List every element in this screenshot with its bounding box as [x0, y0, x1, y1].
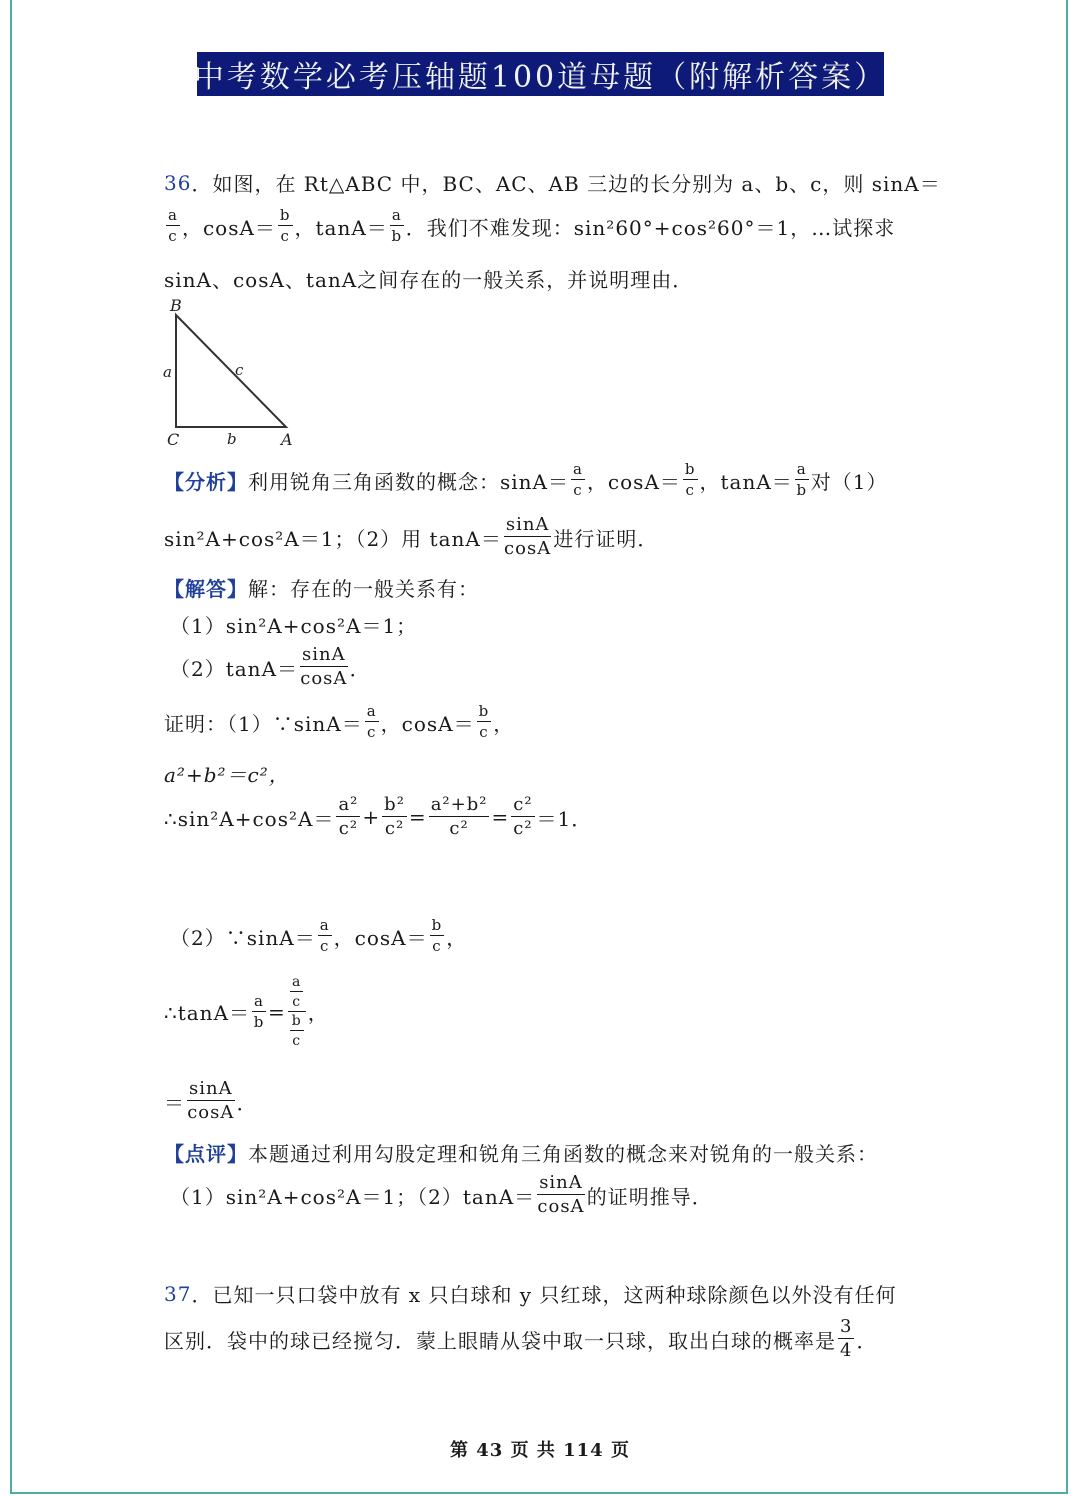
fraction-a-over-c: $\frac{a}{c}$ — [168, 206, 178, 245]
equals-sign: = — [491, 805, 510, 829]
question-number: 36 — [164, 170, 192, 195]
analysis-text-5: sin²A+cos²A＝1；（2）用 tanA＝ — [164, 526, 502, 551]
fraction-b-over-c: $\frac{b}{c}$ — [478, 702, 490, 741]
comma: ， — [446, 925, 468, 950]
solution-item-1: （1）sin²A+cos²A＝1； — [170, 614, 418, 638]
analysis-text-2: ，cosA＝ — [586, 469, 681, 494]
q37-line-1 — [164, 1279, 896, 1308]
q37-text-1: ．已知一只口袋中放有 x 只白球和 y 只红球，这两种球除颜色以外没有任何 — [191, 1283, 897, 1307]
therefore-text-2: ∴tanA＝ — [164, 1001, 251, 1025]
vertex-c-label: C — [167, 430, 180, 449]
fraction-three-quarters: $\frac{3}{4}$ — [840, 1316, 853, 1361]
comment-text-3: 的证明推导． — [586, 1184, 713, 1209]
proof-part-2 — [170, 918, 467, 954]
period: ． — [349, 656, 371, 681]
fraction-b-over-c: $\frac{b}{c}$ — [279, 206, 291, 245]
q37-line-2 — [164, 1318, 877, 1360]
fraction-a-over-c: $\frac{a}{c}$ — [319, 916, 330, 955]
fraction-b-over-c: $\frac{b}{c}$ — [684, 460, 696, 499]
right-triangle-figure — [160, 295, 300, 450]
fraction-sin-over-cos: $\frac{\sin A}{\cos A}$ — [300, 644, 348, 689]
analysis-line-2 — [164, 516, 658, 558]
analysis-text-1: 利用锐角三角函数的概念：sinA＝ — [248, 469, 569, 494]
analysis-line-1 — [164, 462, 887, 498]
analysis-text-3: ，tanA＝ — [699, 469, 793, 494]
fraction-sin-over-cos: $\frac{\sin A}{\cos A}$ — [187, 1078, 235, 1123]
question-number: 37 — [164, 1281, 192, 1306]
document-title: 中考数学必考压轴题100道母题（附解析答案） — [197, 52, 884, 96]
solution-item-2 — [170, 646, 371, 688]
comment-text: 本题通过利用勾股定理和锐角三角函数的概念来对锐角的一般关系： — [248, 1142, 878, 1166]
fraction-a-over-c: $\frac{a}{c}$ — [366, 702, 377, 741]
fraction-a-over-c: $\frac{a}{c}$ — [292, 974, 302, 1010]
side-a-label: a — [163, 363, 172, 381]
proof-derivation-2 — [164, 975, 329, 1048]
q37-text-2: 区别．袋中的球已经搅匀．蒙上眼睛从袋中取一只球，取出白球的概率是 — [164, 1328, 836, 1353]
side-c-label: c — [235, 361, 244, 379]
q36-text-1: ．如图，在 Rt△ABC 中，BC、AC、AB 三边的长分别为 a、b、c，则 sinA＝ — [191, 172, 941, 196]
fraction-sin-over-cos: $\frac{\sin A}{\cos A}$ — [537, 1172, 585, 1217]
fraction-a2-over-c2: $\frac{\text{a²}}{\text{c²}}$ — [338, 794, 359, 839]
analysis-text-4: 对（1） — [810, 469, 888, 494]
equals-sign: = — [408, 805, 427, 829]
part2-text-1: （2）∵sinA＝ — [170, 925, 316, 950]
compound-fraction — [288, 975, 306, 1048]
fraction-b-over-c: $\frac{b}{c}$ — [291, 1013, 302, 1049]
vertex-a-label: A — [281, 430, 293, 449]
q36-line-3: sinA、cosA、tanA之间存在的一般关系，并说明理由． — [164, 268, 694, 292]
equals-one: ＝1． — [536, 806, 593, 831]
solution-intro: 解：存在的一般关系有： — [248, 577, 479, 601]
side-b-label: b — [227, 430, 237, 448]
fraction-sin-over-cos: $\frac{\sin A}{\cos A}$ — [504, 514, 552, 559]
period: ． — [236, 1090, 258, 1115]
fraction-a-over-b: $\frac{a}{b}$ — [796, 460, 808, 499]
vertex-b-label: B — [170, 296, 182, 315]
equals-sign: ＝ — [164, 1090, 185, 1115]
comment-line-2 — [170, 1174, 713, 1216]
q36-text-2: ．我们不难发现：sin²60°+cos²60°＝1，…试探求 — [405, 215, 896, 240]
page-footer: 第 43 页 共 114 页 — [450, 1440, 630, 1461]
fraction-a-over-c: $\frac{a}{c}$ — [572, 460, 583, 499]
part2-text-2: ，cosA＝ — [333, 925, 428, 950]
proof-line-1 — [164, 704, 514, 740]
fraction-bar — [288, 1011, 306, 1012]
analysis-tag: 【分析】 — [164, 469, 248, 494]
cos-label: ，cosA＝ — [181, 215, 276, 240]
fraction-a2b2-over-c2: $\frac{\text{a²+b²}}{\text{c²}}$ — [430, 794, 488, 839]
proof-cos: ，cosA＝ — [380, 711, 475, 736]
pythagorean-line: a²+b²＝c²， — [164, 763, 290, 787]
therefore-text-1: ∴sin²A+cos²A＝ — [164, 806, 335, 831]
fraction-a-over-b: $\frac{a}{b}$ — [253, 991, 265, 1031]
comment-text-2: （1）sin²A+cos²A＝1；（2）tanA＝ — [170, 1184, 536, 1209]
proof-derivation-1 — [164, 796, 592, 838]
solution-tag: 【解答】 — [164, 577, 248, 601]
comment-line-1 — [164, 1138, 878, 1167]
fraction-c2-over-c2: $\frac{\text{c²}}{\text{c²}}$ — [513, 794, 533, 839]
solution-line-1 — [164, 573, 479, 602]
fraction-b-over-c: $\frac{b}{c}$ — [431, 916, 443, 955]
equals-sign: = — [267, 999, 286, 1024]
period: ． — [856, 1328, 878, 1353]
comma: ， — [493, 711, 515, 736]
tan-label: ，tanA＝ — [294, 215, 388, 240]
q36-line-1 — [164, 168, 941, 197]
comma: ， — [307, 1001, 329, 1025]
analysis-text-6: 进行证明． — [553, 526, 659, 551]
q36-line-2 — [164, 208, 895, 244]
proof-derivation-3 — [164, 1080, 258, 1122]
fraction-b2-over-c2: $\frac{\text{b²}}{\text{c²}}$ — [384, 794, 405, 839]
solution-item-2-text: （2）tanA＝ — [170, 656, 299, 681]
fraction-a-over-b: $\frac{a}{b}$ — [391, 206, 403, 245]
plus-sign: + — [362, 805, 381, 829]
proof-label: 证明：（1）∵sinA＝ — [164, 711, 363, 736]
comment-tag: 【点评】 — [164, 1142, 248, 1166]
